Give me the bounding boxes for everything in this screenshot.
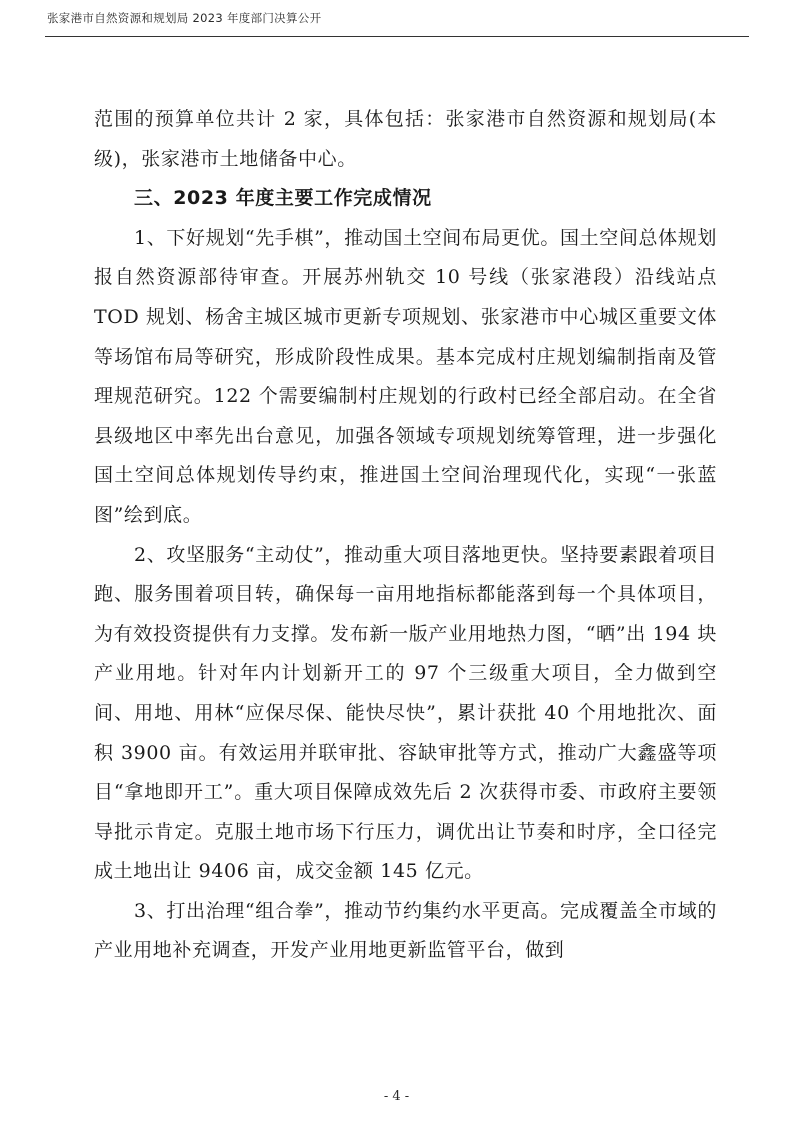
section-heading: 三、2023 年度主要工作完成情况 [134, 187, 432, 210]
running-header: 张家港市自然资源和规划局 2023 年度部门决算公开 [47, 11, 322, 25]
page-number: - 4 - [383, 1089, 410, 1104]
paragraph-planning: 1、下好规划“先手棋”，推动国土空间布局更优。国土空间总体规划报自然资源部待审查。开展苏州轨交 10 号线（张家港段）沿线站点 TOD 规划、杨舍主城区城市更新专项规划、张家港市中心城区重要文体等场馆布局等研究，形成阶段性成果。基本完成村庄规划编制指南及管理规范研究。122 个需要编制村庄规划的行政村已经全部启动。在全省县级地区中率先出台意见，加强各领域专项规划统筹管理，进一步强化国土空间总体规划传导约束，推进国土空间治理现代化，实现“一张蓝图”绘到底。 [94, 226, 717, 526]
paragraph-governance: 3、打出治理“组合拳”，推动节约集约水平更高。完成覆盖全市域的产业用地补充调查，开发产业用地更新监管平台，做到 [94, 899, 717, 962]
document-body [94, 100, 717, 971]
paragraph-service: 2、攻坚服务“主动仗”，推动重大项目落地更快。坚持要素跟着项目跑、服务围着项目转，确保每一亩用地指标都能落到每一个具体项目，为有效投资提供有力支撑。发布新一版产业用地热力图，“晒”出 194 块产业用地。针对年内计划新开工的 97 个三级重大项目，全力做到空间、用地、用林“应保尽保、能快尽快”，累计获批 40 个用地批次、面积 3900 亩。有效运用并联审批、容缺审批等方式，推动广大鑫盛等项目“拿地即开工”。重大项目保障成效先后 2 次获得市委、市政府主要领导批示肯定。克服土地市场下行压力，调优出让节奏和时序，全口径完成土地出让 9406 亩，成交金额 145 亿元。 [94, 543, 717, 883]
header-divider [45, 36, 749, 37]
paragraph-scope-continuation: 范围的预算单位共计 2 家，具体包括：张家港市自然资源和规划局(本级)，张家港市土地储备中心。 [94, 108, 717, 170]
